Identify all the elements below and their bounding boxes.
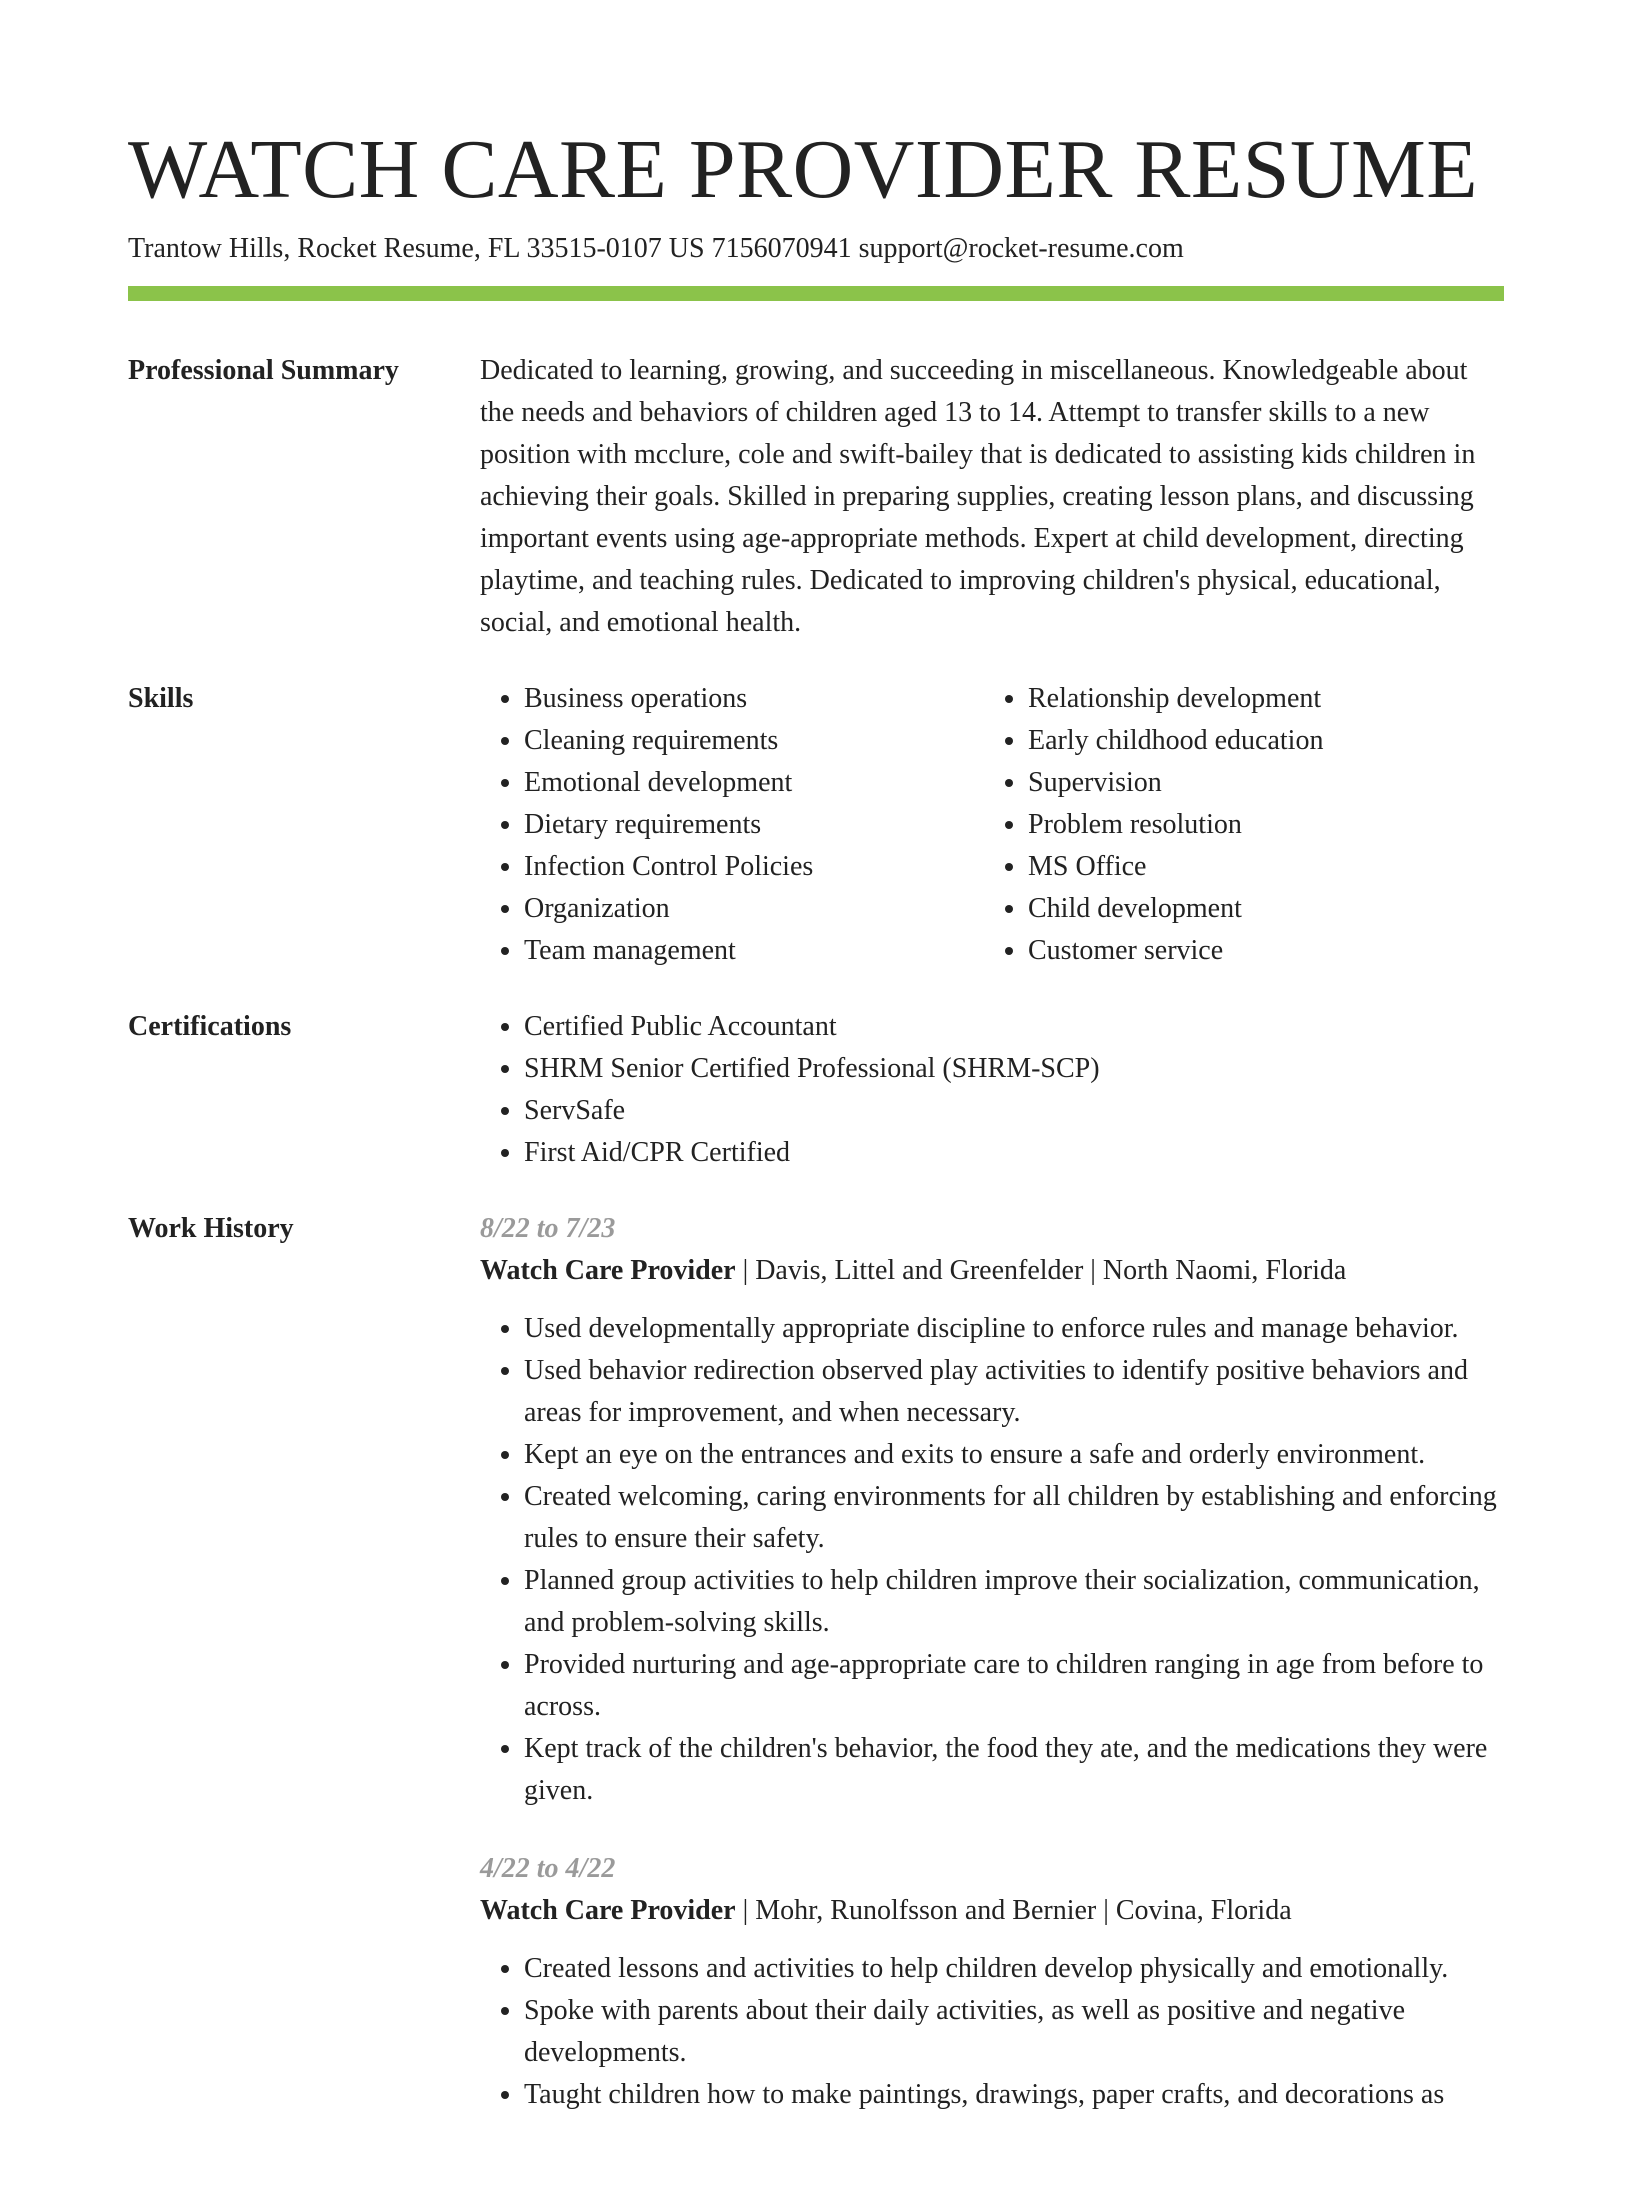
resume-title: WATCH CARE PROVIDER RESUME (128, 123, 1479, 216)
certifications-list (480, 1006, 1504, 1174)
certifications-body (480, 1006, 1504, 1174)
job-bullet: • Kept track of the children's behavior, the food they ate, and the medications they were given. (524, 1728, 1504, 1812)
skill-item: • Child development (1028, 888, 1488, 930)
job-title: Watch Care Provider (480, 1255, 736, 1286)
job-bullet: • Created lessons and activities to help children develop physically and emotionally. (524, 1948, 1504, 1990)
skill-item: • Early childhood education (1028, 720, 1488, 762)
job-bullet: • Used behavior redirection observed play activities to identify positive behaviors and areas for improvement, and when necessary. (524, 1350, 1504, 1434)
summary-section (128, 350, 1504, 644)
certification-item: • SHRM Senior Certified Professional (SHRM-SCP) (524, 1048, 1504, 1090)
skill-item: • Customer service (1028, 930, 1488, 972)
certifications-section (128, 1006, 1504, 1174)
summary-body (480, 350, 1504, 644)
job-entry (480, 1208, 1504, 1812)
job-bullet: • Created welcoming, caring environments for all children by establishing and enforcing rules to ensure their safety. (524, 1476, 1504, 1560)
job-header (480, 1250, 1504, 1292)
job-title: Watch Care Provider (480, 1895, 736, 1926)
job-entry (480, 1848, 1504, 2116)
header-divider (128, 286, 1504, 301)
job-details: | Mohr, Runolfsson and Bernier | Covina, Florida (735, 1895, 1292, 1926)
skills-section (128, 678, 1504, 972)
job-bullet: • Spoke with parents about their daily activities, as well as positive and negative developments. (524, 1990, 1504, 2074)
skills-body (480, 678, 1504, 972)
work-history-body (480, 1208, 1504, 2152)
job-bullets (480, 1308, 1504, 1812)
skill-item: • Problem resolution (1028, 804, 1488, 846)
job-bullet: • Taught children how to make paintings, drawings, paper crafts, and decorations as (524, 2074, 1504, 2116)
job-bullet: • Used developmentally appropriate discipline to enforce rules and manage behavior. (524, 1308, 1504, 1350)
job-details: | Davis, Littel and Greenfelder | North Naomi, Florida (735, 1255, 1347, 1286)
skill-item: • Business operations (524, 678, 984, 720)
certification-item: • First Aid/CPR Certified (524, 1132, 1504, 1174)
work-history-label: Work History (128, 1213, 294, 1244)
certifications-label: Certifications (128, 1011, 292, 1042)
skills-list-left (480, 678, 984, 972)
work-history-section (128, 1208, 1504, 2152)
job-bullet: • Kept an eye on the entrances and exits to ensure a safe and orderly environment. (524, 1434, 1504, 1476)
summary-label: Professional Summary (128, 355, 399, 386)
skill-item: • Supervision (1028, 762, 1488, 804)
skill-item: • Dietary requirements (524, 804, 984, 846)
certification-item: • ServSafe (524, 1090, 1504, 1132)
skill-item: • Team management (524, 930, 984, 972)
job-bullets (480, 1948, 1504, 2116)
skill-item: • Organization (524, 888, 984, 930)
job-dates: 4/22 to 4/22 (480, 1853, 616, 1884)
skills-label: Skills (128, 683, 194, 714)
skill-item: • Emotional development (524, 762, 984, 804)
skill-item: • Relationship development (1028, 678, 1488, 720)
job-bullet: • Provided nurturing and age-appropriate care to children ranging in age from before to across. (524, 1644, 1504, 1728)
job-bullet: • Planned group activities to help children improve their socialization, communication, and problem-solving skills. (524, 1560, 1504, 1644)
contact-line: Trantow Hills, Rocket Resume, FL 33515-0107 US 7156070941 support@rocket-resume.com (128, 233, 1184, 264)
summary-text: Dedicated to learning, growing, and succeeding in miscellaneous. Knowledgeable about the needs and behaviors of children aged 13 to 14. Attempt to transfer skills to a new position with mcclure, cole and swift-bailey that is dedicated to assisting kids children in achieving their goals. Skilled in preparing supplies, creating lesson plans, and discussing important events using age-appropriate methods. Expert at child development, directing playtime, and teaching rules. Dedicated to improving children's physical, educational, social, and emotional health. (480, 355, 1476, 638)
skill-item: • Cleaning requirements (524, 720, 984, 762)
job-dates: 8/22 to 7/23 (480, 1213, 616, 1244)
resume-sections (128, 350, 1504, 2186)
skill-item: • MS Office (1028, 846, 1488, 888)
skills-list-right (984, 678, 1488, 972)
certification-item: • Certified Public Accountant (524, 1006, 1504, 1048)
skill-item: • Infection Control Policies (524, 846, 984, 888)
job-header (480, 1890, 1504, 1932)
